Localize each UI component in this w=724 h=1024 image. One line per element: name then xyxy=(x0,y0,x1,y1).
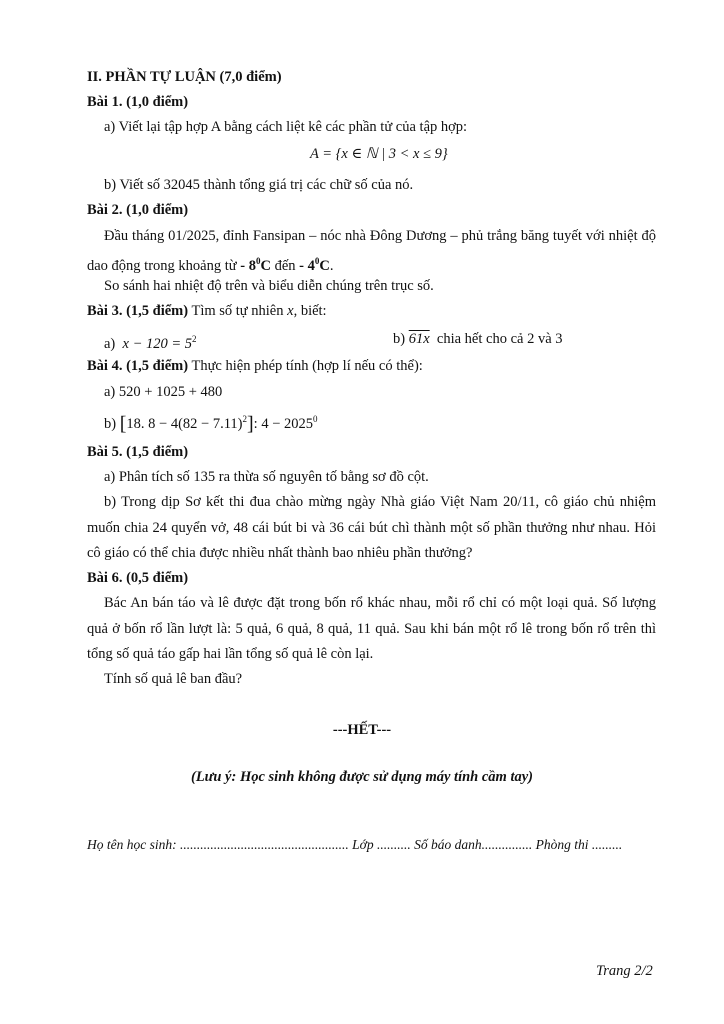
bai4-b-expression: 18. 8 − 4(82 − 7.11) xyxy=(126,415,243,432)
section-title: II. PHẦN TỰ LUẬN (7,0 điểm) xyxy=(87,69,282,85)
bai1-part-a: a) Viết lại tập hợp A bằng cách liệt kê các phần tử của tập hợp: xyxy=(104,119,468,135)
bai3-title: Bài 3. (1,5 điểm) xyxy=(87,303,189,319)
calculator-note: (Lưu ý: Học sinh không được sử dụng máy tính cầm tay) xyxy=(191,769,533,785)
bai6-line4: Tính số quả lê ban đầu? xyxy=(104,671,243,687)
right-bracket-icon: ] xyxy=(247,412,254,435)
bai6-line2: quả ở bốn rổ lần lượt là: 5 quả, 6 quả, 8 quả, 11 quả. Sau khi bán một rổ lê trong bốn rổ trên thì xyxy=(87,621,656,637)
bai2-line2-mid: đến xyxy=(270,257,300,274)
left-bracket-icon: [ xyxy=(119,412,127,435)
bai1-title: Bài 1. (1,0 điểm) xyxy=(87,94,189,110)
end-mark: ---HẾT--- xyxy=(332,722,392,738)
bai4-part-a: a) 520 + 1025 + 480 xyxy=(104,384,223,400)
bai3-part-b: b) 61x chia hết cho cả 2 và 3 xyxy=(393,331,563,347)
bai4-heading: Bài 4. (1,5 điểm) Thực hiện phép tính (hợp lí nếu có thể): xyxy=(87,358,423,374)
bai3-b-number: 61x xyxy=(408,331,430,347)
bai2-line2-pre: dao động trong khoảng từ xyxy=(87,257,241,274)
bai5-part-b-line1: b) Trong dịp Sơ kết thi đua chào mừng ngày Nhà giáo Việt Nam 20/11, cô giáo chủ nhiệm xyxy=(104,494,656,510)
bai1-part-b: b) Viết số 32045 thành tổng giá trị các chữ số của nó. xyxy=(104,177,414,193)
bai2-line1: Đầu tháng 01/2025, đỉnh Fansipan – nóc nhà Đông Dương – phủ trắng băng tuyết với nhiệt độ xyxy=(104,228,656,244)
bai4-title: Bài 4. (1,5 điểm) xyxy=(87,358,189,374)
bai2-line3: So sánh hai nhiệt độ trên và biểu diễn chúng trên trục số. xyxy=(104,278,434,294)
bai5-part-b-line3: cô giáo có thể chia được nhiều nhất thành bao nhiêu phần thưởng? xyxy=(87,545,473,561)
bai3-a-expression: x − 120 = 5 xyxy=(122,335,193,352)
temp-minus-8: - $8^0C$ xyxy=(240,256,271,274)
page-number: Trang 2/2 xyxy=(596,963,653,979)
bai3-part-a: a) $x - 120 = 5^2$ xyxy=(104,334,197,352)
bai5-part-b-line2: muốn chia 24 quyển vở, 48 cái bút bi và 36 cái bút chì thành một số phần thưởng như nhau. Hỏi xyxy=(87,520,656,536)
bai1-set-formula: A = {x ∈ ℕ | 3 < x ≤ 9} xyxy=(310,146,448,162)
temp-minus-4: - $4^0C$ xyxy=(299,256,330,274)
student-info-footer: Họ tên học sinh: .................................................. Lớp .......... Số báo danh............... Phòng thi ......... xyxy=(87,837,623,852)
bai3-heading: Bài 3. (1,5 điểm) Tìm số tự nhiên x, biết: xyxy=(87,303,327,319)
bai5-part-a: a) Phân tích số 135 ra thừa số nguyên tố bằng sơ đồ cột. xyxy=(104,469,429,485)
bai6-line1: Bác An bán táo và lê được đặt trong bốn rổ khác nhau, mỗi rổ chỉ có một loại quả. Số lượng xyxy=(104,595,656,611)
bai6-title: Bài 6. (0,5 điểm) xyxy=(87,570,189,586)
bai4-part-b: b) [18. $8 - 4(82 - 7.11)^2$]: $4 - 2025^0$ xyxy=(104,412,318,435)
bai5-title: Bài 5. (1,5 điểm) xyxy=(87,444,189,460)
bai6-line3: tổng số quả táo gấp hai lần tổng số quả lê còn lại. xyxy=(87,646,374,662)
bai2-title: Bài 2. (1,0 điểm) xyxy=(87,202,189,218)
bai2-line2: dao động trong khoảng từ - $8^0C$ đến - $4^0C$. xyxy=(87,256,334,274)
